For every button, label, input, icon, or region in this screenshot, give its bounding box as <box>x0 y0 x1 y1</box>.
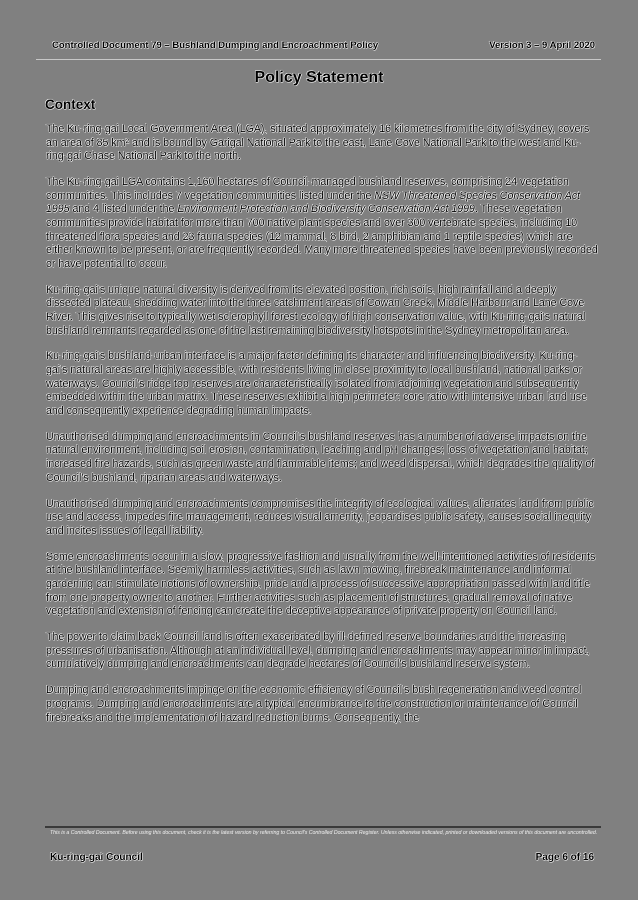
paragraph-natural-diversity: Ku-ring-gai's unique natural diversity is derived from its elevated position, rich soils, high rainfall and a deeply dissected plateau, shedding water into the three catchment areas of Cowan Creek, Middle Harbour and Lane Cove River. This gives rise to typically wet sclerophyll forest ecology of high conservation value, with Ku-ring-gai's natural bushland remnants regarded as one of the last remaining biodiversity hotspots in the Sydney metropolitan area. <box>46 283 586 337</box>
paragraph-text: and 4 listed under the <box>69 203 178 216</box>
paragraph-bushland-reserves <box>46 176 598 271</box>
paragraph-urban-interface: Ku-ring-gai's bushland-urban interface is a major factor defining its character and influencing biodiversity. Ku-ring-gai's natural areas are highly accessible, with residents living in close proximity to local bushland, national parks or waterways. Council's ridge top reserves are characteristically isolated from adjoining vegetation and subsequently embedded within the urban matrix. These reserves exhibit a high perimeter: core ratio with intensive urban land use and consequently experience degrading human impacts. <box>46 350 587 417</box>
paragraph-text: . These vegetation communities provide habitat for more than 700 native plant species and over 300 vertebrate species, including 10 threatened flora species and 23 fauna species (12 mammal, 8 bird, 2 amphibian and 1 reptile species) which are either known to be present, or are frequently recorded. Many more threatened species have been previously recorded or have potential to occur. <box>46 203 598 270</box>
document-version: Version 3 – 9 April 2020 <box>489 40 595 51</box>
paragraph-ecological-integrity: Unauthorised dumping and encroachments compromises the integrity of ecological values, alienates land from public use and access, impedes fire management, reduces visual amenity, jeopardises public safety, causes social inequity and incites issues of legal liability. <box>46 497 594 537</box>
paragraph-text: The Ku-ring-gai LGA contains 1,160 hectares of Council-managed bushland reserves, comprising 24 vegetation communities. This includes 7 vegetation communities listed under the <box>46 176 569 202</box>
paragraph-progressive-encroachment: Some encroachments occur in a slow, progressive fashion and usually from the well-intentioned activities of residents at the bushland interface. Seemly harmless activities, such as lawn mowing, firebreak maintenance and informal gardening can stimulate notions of ownership, pride and a process of successive appropriation passed with land title from one property owner to another. Further activities such as placement of structures, gradual removal of native vegetation and extension of fencing can create the deceptive appearance of private property on Council land. <box>46 550 596 618</box>
document-title: Controlled Document 79 – Bushland Dumping and Encroachment Policy <box>52 40 379 51</box>
header-divider <box>36 59 601 60</box>
paragraph-economic-efficiency: Dumping and encroachments impinge on the economic efficiency of Council's bush regeneration and weed control programs. Dumping and encroachments are a typical encumbrance to the construction or maintenance of Council firebreaks and the implementation of hazard reduction burns. Consequently, the <box>46 684 582 724</box>
controlled-document-notice: This is a Controlled Document. Before using this document, check it is the latest version by referring to Council's Controlled Document Register. Unless otherwise indicated, printed or downloaded versions of this document are uncontrolled. <box>50 830 598 836</box>
footer-divider <box>45 826 601 828</box>
legislation-reference: NSW Threatened Species Conservation Act 1995 <box>46 189 581 216</box>
paragraph-reclaiming-land: The power to claim back Council land is often exacerbated by ill-defined reserve boundaries and the increasing pressures of urbanisation. Although at an individual level, dumping and encroachments may appear minor in impact, cumulatively dumping and encroachments can degrade hectares of Council's bushland reserve system. <box>46 631 590 671</box>
paragraph-adverse-impacts: Unauthorised dumping and encroachments in Council's bushland reserves has a number of adverse impacts on the natural environment, including soil erosion, contamination, leaching and pH changes; loss of vegetation and habitat; increased fire hazards, such as green waste and flammable items; and weed dispersal, which degrades the quality of Council's bushland, riparian areas and waterways. <box>46 430 595 484</box>
page-title: Policy Statement <box>254 69 384 86</box>
page-header <box>50 40 601 60</box>
section-heading-context: Context <box>45 97 96 112</box>
page-number: Page 6 of 16 <box>535 852 594 863</box>
legislation-reference: Environment Protection and Biodiversity Conservation Act 1999 <box>177 203 475 216</box>
context-body <box>46 123 598 737</box>
paragraph-lga-location: The Ku-ring-gai Local Government Area (LGA), situated approximately 16 kilometres from the city of Sydney, covers an area of 85 km² and is bound by Garigal National Park to the east, Lane Cove National Park to the west and Ku-ring-gai Chase National Park to the north. <box>46 123 590 163</box>
footer-organisation: Ku-ring-gai Council <box>50 852 143 863</box>
